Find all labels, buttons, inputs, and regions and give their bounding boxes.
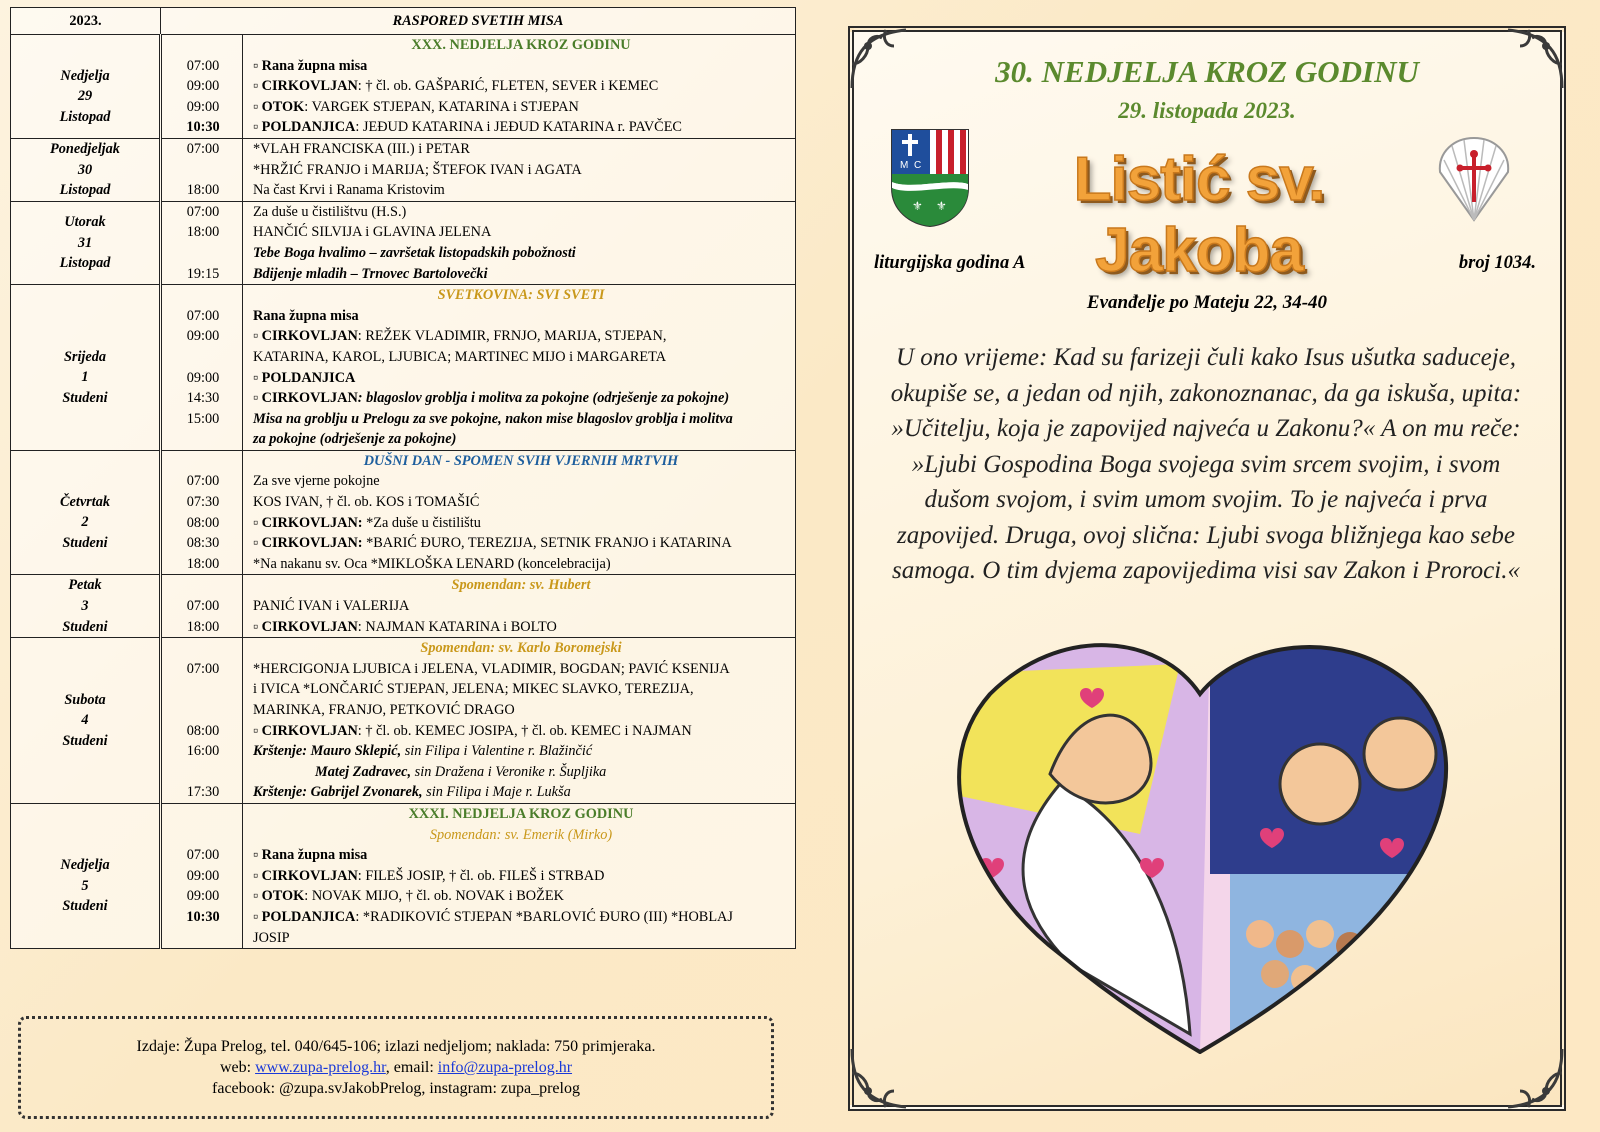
day-label: Utorak 31 Listopad bbox=[11, 201, 161, 284]
email-link[interactable]: info@zupa-prelog.hr bbox=[437, 1059, 573, 1076]
gospel-reference: Evanđelje po Mateju 22, 34-40 bbox=[1086, 292, 1328, 313]
day-block-friday-3 bbox=[11, 575, 796, 638]
corner-ornament-icon bbox=[1498, 1043, 1568, 1113]
intentions-column: Spomendan: sv. Hubert PANIĆ IVAN i VALERIJA ▫ CIRKOVLJAN: NAJMAN KATARINA i BOLTO bbox=[243, 575, 796, 638]
day-label: Petak 3 Studeni bbox=[11, 575, 161, 638]
feast-title: Spomendan: sv. Hubert bbox=[451, 577, 591, 594]
svg-text:M: M bbox=[900, 160, 909, 171]
bulletin-front-page bbox=[848, 26, 1566, 1111]
day-label: Nedjelja 5 Studeni bbox=[11, 803, 161, 948]
day-block-saturday-4 bbox=[11, 638, 796, 804]
liturgical-year: liturgijska godina A bbox=[874, 253, 1026, 273]
svg-text:⚜: ⚜ bbox=[912, 199, 923, 213]
times-column: 07:00 08:00 16:00 17:30 bbox=[161, 638, 243, 804]
parish-crest-icon bbox=[890, 128, 970, 228]
schedule-year: 2023. bbox=[11, 8, 161, 35]
intentions-column: *VLAH FRANCISKA (III.) i PETAR *HRŽIĆ FRANJO i MARIJA; ŠTEFOK IVAN i AGATA Na čast Krvi i Ranama Kristovim bbox=[243, 138, 796, 201]
feast-title: Spomendan: sv. Karlo Boromejski bbox=[420, 640, 622, 657]
contact-line: web: www.zupa-prelog.hr, email: info@zupa-prelog.hr bbox=[219, 1059, 573, 1076]
feast-title: XXXI. NEDJELJA KROZ GODINU bbox=[408, 805, 634, 822]
sunday-heading: 30. NEDJELJA KROZ GODINU bbox=[995, 54, 1419, 89]
times-column: 07:00 07:30 08:00 08:30 18:00 bbox=[161, 450, 243, 575]
feast-title: XXX. NEDJELJA KROZ GODINU bbox=[411, 37, 631, 53]
bulletin-masthead: Listić sv. Jakoba bbox=[1073, 145, 1325, 285]
day-label: Nedjelja 29 Listopad bbox=[11, 35, 161, 139]
intentions-column: DUŠNI DAN - SPOMEN SVIH VJERNIH MRTVIH Za sve vjerne pokojne KOS IVAN, † čl. ob. KOS i TOMAŠIĆ ▫ CIRKOVLJAN: *Za duše u čistilištu ▫ CIRKOVLJAN: *BARIĆ ĐURO, TEREZIJA, SETNIK FRANJO i KATARINA *Na nakanu sv. Oca *MIKLOŠKA LENARD (koncelebracija) bbox=[243, 450, 796, 575]
times-column: 07:00 09:00 09:00 14:30 15:00 bbox=[161, 285, 243, 451]
svg-text:⚜: ⚜ bbox=[936, 199, 947, 213]
day-label: Četvrtak 2 Studeni bbox=[11, 450, 161, 575]
gospel-text: U ono vrijeme: Kad su farizeji čuli kako Isus ušutka saduceje, okupiše se, a jedan od njih, zakonoznanac, da ga iskuša, upita: »Učitelju, koja je zapovijed najveća u Zakonu?« A on mu reče: »Ljubi Gospodina Boga svojega svim srcem svojim, i svom dušom svojom, i svim umom svojim. To je najveća i prva zapovijed. Druga, ovoj slična: Ljubi svoga bližnjega kao sebe samoga. O tim dvjema zapovijedima visi sav Zakon i Proroci.« bbox=[890, 344, 1522, 584]
intentions-column: Spomendan: sv. Karlo Boromejski *HERCIGONJA LJUBICA i JELENA, VLADIMIR, BOGDAN; PAVIĆ KSENIJA i IVICA *LONČARIĆ STJEPAN, JELENA; MIKEC SLAVKO, TEREZIJA, MARINKA, FRANJO, PETKOVIĆ DRAGO ▫ CIRKOVLJAN: † čl. ob. KEMEC JOSIPA, † čl. ob. KEMEC i NAJMAN Krštenje: Mauro Sklepić, sin Filipa i Valentine r. Blažinčić Matej Zadravec, sin Dražena i Veronike r. Šupljika Krštenje: Gabrijel Zvonarek, sin Filipa i Maje r. Lukša bbox=[243, 638, 796, 804]
feast-title: SVETKOVINA: SVI SVETI bbox=[437, 287, 605, 304]
publisher-footer bbox=[18, 1016, 774, 1119]
day-block-sunday-29 bbox=[11, 35, 796, 139]
day-label: Subota 4 Studeni bbox=[11, 638, 161, 804]
times-column: 07:00 09:00 09:00 10:30 bbox=[161, 803, 243, 948]
day-label: Srijeda 1 Studeni bbox=[11, 285, 161, 451]
bulletin-date: 29. listopada 2023. bbox=[1118, 98, 1296, 123]
publisher-line: Izdaje: Župa Prelog, tel. 040/645-106; izlazi nedjeljom; naklada: 750 primjeraka. bbox=[136, 1038, 656, 1055]
times-column: 07:00 09:00 09:00 10:30 bbox=[161, 35, 243, 139]
day-block-wednesday-1 bbox=[11, 285, 796, 451]
day-block-tuesday-31 bbox=[11, 201, 796, 284]
feast-title: DUŠNI DAN - SPOMEN SVIH VJERNIH MRTVIH bbox=[363, 452, 679, 469]
intentions-column: SVETKOVINA: SVI SVETI Rana župna misa ▫ CIRKOVLJAN: REŽEK VLADIMIR, FRNJO, MARIJA, STJEPAN, KATARINA, KAROL, LJUBICA; MARTINEC MIJO i MARGARETA ▫ POLDANJICA ▫ CIRKOVLJAN: blagoslov groblja i molitva za pokojne (odrješenje za pokojne) Misa na groblju u Prelogu za sve pokojne, nakon mise blagoslov groblja i molitva za pokojne (odrješenje za pokojne) bbox=[243, 285, 796, 451]
day-block-monday-30 bbox=[11, 138, 796, 201]
times-column: 07:00 18:00 bbox=[161, 138, 243, 201]
issue-number: broj 1034. bbox=[1458, 253, 1536, 273]
feast-subtitle: Spomendan: sv. Emerik (Mirko) bbox=[429, 826, 613, 843]
website-link[interactable]: www.zupa-prelog.hr bbox=[255, 1059, 386, 1076]
intentions-column: Za duše u čistilištvu (H.S.) HANČIĆ SILVIJA i GLAVINA JELENA Tebe Boga hvalimo – završetak listopadskih pobožnosti Bdijenje mladih – Trnovec Bartolovečki bbox=[243, 201, 796, 284]
intentions-column: XXXI. NEDJELJA KROZ GODINU Spomendan: sv. Emerik (Mirko) ▫ Rana župna misa ▫ CIRKOVLJAN: FILEŠ JOSIP, † čl. ob. FILEŠ i STRBAD ▫ OTOK: NOVAK MIJO, † čl. ob. NOVAK i BOŽEK ▫ POLDANJICA: *RADIKOVIĆ STJEPAN *BARLOVIĆ ĐURO (III) *HOBLAJ JOSIP bbox=[243, 803, 796, 948]
social-line: facebook: @zupa.svJakobPrelog, instagram: zupa_prelog bbox=[212, 1080, 580, 1097]
svg-text:C: C bbox=[914, 160, 922, 171]
day-block-sunday-5 bbox=[11, 803, 796, 948]
heart-illustration-icon bbox=[940, 634, 1460, 1054]
day-block-thursday-2 bbox=[11, 450, 796, 575]
times-column: 07:00 18:00 19:15 bbox=[161, 201, 243, 284]
day-label: Ponedjeljak 30 Listopad bbox=[11, 138, 161, 201]
times-column: 07:00 18:00 bbox=[161, 575, 243, 638]
scallop-shell-icon bbox=[1432, 132, 1516, 224]
mass-schedule-table bbox=[10, 7, 796, 949]
corner-ornament-icon bbox=[846, 1043, 916, 1113]
schedule-title: RASPORED SVETIH MISA bbox=[161, 8, 796, 35]
intentions-column: XXX. NEDJELJA KROZ GODINU ▫ Rana župna misa ▫ CIRKOVLJAN: † čl. ob. GAŠPARIĆ, FLETEN, SEVER i KEMEC ▫ OTOK: VARGEK STJEPAN, KATARINA i STJEPAN ▫ POLDANJICA: JEĐUD KATARINA i JEĐUD KATARINA r. PAVČEC bbox=[243, 35, 796, 139]
